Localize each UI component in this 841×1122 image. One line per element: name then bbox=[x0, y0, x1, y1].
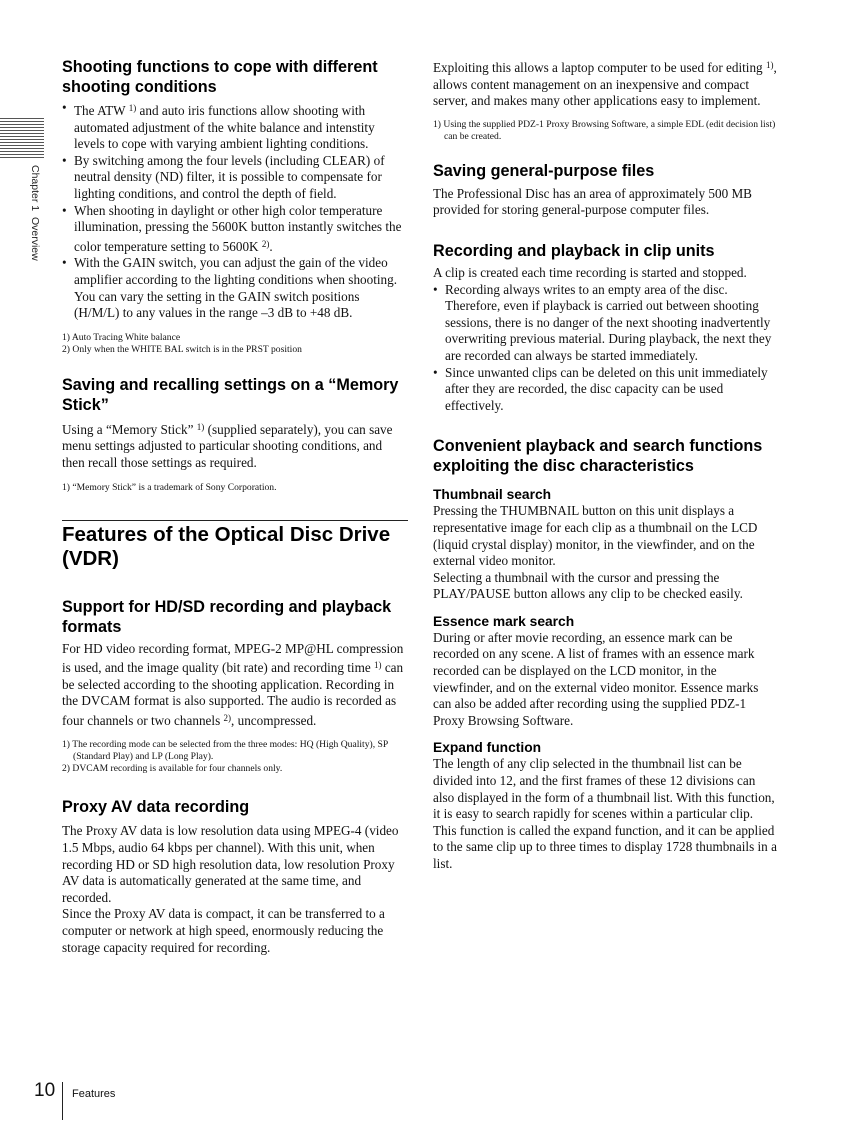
footnotes-shooting bbox=[62, 332, 408, 356]
shooting-functions-list bbox=[62, 100, 408, 322]
paragraph-clip-units: A clip is created each time recording is started and stopped. bbox=[433, 264, 747, 280]
footnote: 1) Using the supplied PDZ-1 Proxy Browsing Software, a simple EDL (edit decision list) can be created. bbox=[433, 118, 776, 142]
heading-vdr-features: Features of the Optical Disc Drive (VDR) bbox=[62, 522, 391, 570]
footnote: 1) Auto Tracing White balance bbox=[62, 331, 181, 343]
paragraph-expand-function: The length of any clip selected in the thumbnail list can be divided into 12, and the first frames of these 12 divisions can also displayed in the form of a thumbnail list. With this function, it is easy to search rapidly for scenes within a particular clip. This function is called the expand function, and it can be applied to the same clip up to three times to display 1728 thumbnails in a list. bbox=[433, 756, 777, 871]
heading-general-purpose-files: Saving general-purpose files bbox=[433, 161, 655, 180]
heading-hd-sd-support: Support for HD/SD recording and playback formats bbox=[62, 597, 392, 636]
subheading-thumbnail-search: Thumbnail search bbox=[433, 487, 552, 503]
list-item: • By switching among the four levels (including CLEAR) of neutral density (ND) filter, it is possible to compensate for lighting conditions, and control the depth of field. bbox=[62, 153, 408, 203]
heading-memory-stick: Saving and recalling settings on a “Memory Stick” bbox=[62, 375, 399, 414]
chapter-tab-label: Chapter 1 Overview bbox=[29, 165, 41, 261]
paragraph-thumbnail-1: Pressing the THUMBNAIL button on this unit displays a representative image for each clip as a thumbnail on the LCD (liquid crystal display) monitor, in the viewfinder, and on the external video monitor. bbox=[433, 503, 758, 569]
page-number: 10 bbox=[34, 1080, 56, 1101]
footnote: 2) Only when the WHITE BAL switch is in the PRST position bbox=[62, 343, 302, 355]
paragraph-proxy-av-2: Since the Proxy AV data is compact, it can be transferred to a computer or network at high speed, enormously reducing the storage capacity required for recording. bbox=[62, 906, 385, 955]
paragraph-memory-stick: Using a “Memory Stick” $^{1)}$ (supplied separately), you can save menu settings adjusted to particular shooting conditions, and then recall those settings as required. bbox=[62, 421, 393, 470]
paragraph-essence-mark: During or after movie recording, an essence mark can be recorded on any scene. A list of frames with an essence mark recorded can be displayed on the LCD monitor, in the viewfinder, and on the external video monitor. Essence marks can also be added after recording using the supplied PDZ-1 Proxy Browsing Software. bbox=[433, 629, 759, 728]
clip-units-list bbox=[433, 282, 778, 415]
left-column bbox=[62, 57, 408, 956]
paragraph-hd-sd: For HD video recording format, MPEG-2 MP@HL compression is used, and the image quality (bit rate) and recording time $^{1)}$ can be selected according to the shooting application. Recording in the DVCAM format is also supported. The audio is recorded as four channels or two channels $^{2)}$, uncompressed. bbox=[62, 640, 404, 728]
heading-clip-units: Recording and playback in clip units bbox=[433, 241, 715, 260]
list-item: • The ATW $^{1)}$ and auto iris functions allow shooting with automated adjustment of the white balance and intenstity levels to cope with varying ambient lighting conditions. bbox=[62, 100, 408, 153]
heading-playback-search: Convenient playback and search functions exploiting the disc characteristics bbox=[433, 437, 763, 476]
heading-shooting-functions: Shooting functions to cope with different shooting conditions bbox=[62, 58, 378, 96]
list-item: • With the GAIN switch, you can adjust the gain of the video amplifier according to the lighting conditions when shooting. You can vary the setting in the GAIN switch positions (H/M/L) to any values in the range –3 dB to +48 dB. bbox=[62, 255, 408, 321]
paragraph-intro: Exploiting this allows a laptop computer to be used for editing $^{1)}$, allows content management on an inexpensive and compact server, and makes many other applications easy to implement. bbox=[433, 60, 777, 109]
chapter-tab-stripes bbox=[0, 118, 44, 158]
footer-divider bbox=[62, 1082, 63, 1120]
subheading-essence-mark: Essence mark search bbox=[433, 613, 575, 629]
footer-section-label: Features bbox=[72, 1088, 116, 1100]
paragraph-thumbnail-2: Selecting a thumbnail with the cursor and pressing the PLAY/PAUSE button allows any clip to be checked easily. bbox=[433, 569, 743, 602]
section-divider bbox=[62, 520, 408, 521]
list-item: • Since unwanted clips can be deleted on this unit immediately after they are recorded, the disc capacity can be used effectively. bbox=[433, 365, 778, 415]
footnotes-hd-sd bbox=[62, 739, 408, 775]
list-item: • Recording always writes to an empty area of the disc. Therefore, even if playback is carried out between shooting sessions, there is no danger of the next shooting inadvertently overwriting previous material. During playback, the next they are recorded can always be started immediately. bbox=[433, 282, 778, 365]
footnote: 2) DVCAM recording is available for four channels only. bbox=[62, 763, 283, 775]
paragraph-proxy-av-1: The Proxy AV data is low resolution data using MPEG-4 (video 1.5 Mbps, audio 64 kbps per channel). With this unit, when recording HD or SD high resolution data, low resolution Proxy AV data is automatically generated at the same time, and recorded. bbox=[62, 823, 399, 905]
right-column bbox=[433, 57, 778, 873]
heading-proxy-av: Proxy AV data recording bbox=[62, 798, 250, 817]
paragraph-general-purpose: The Professional Disc has an area of approximately 500 MB provided for storing general-purpose computer files. bbox=[433, 185, 752, 218]
footnote: 1) “Memory Stick” is a trademark of Sony Corporation. bbox=[62, 481, 277, 493]
subheading-expand-function: Expand function bbox=[433, 740, 542, 756]
footnote: 1) The recording mode can be selected from the three modes: HQ (High Quality), SP (Standard Play) and LP (Long Play). bbox=[62, 739, 388, 763]
list-item: • When shooting in daylight or other high color temperature illumination, pressing the 5600K button instantly switches the color temperature setting to 5600K $^{2)}$. bbox=[62, 203, 408, 256]
